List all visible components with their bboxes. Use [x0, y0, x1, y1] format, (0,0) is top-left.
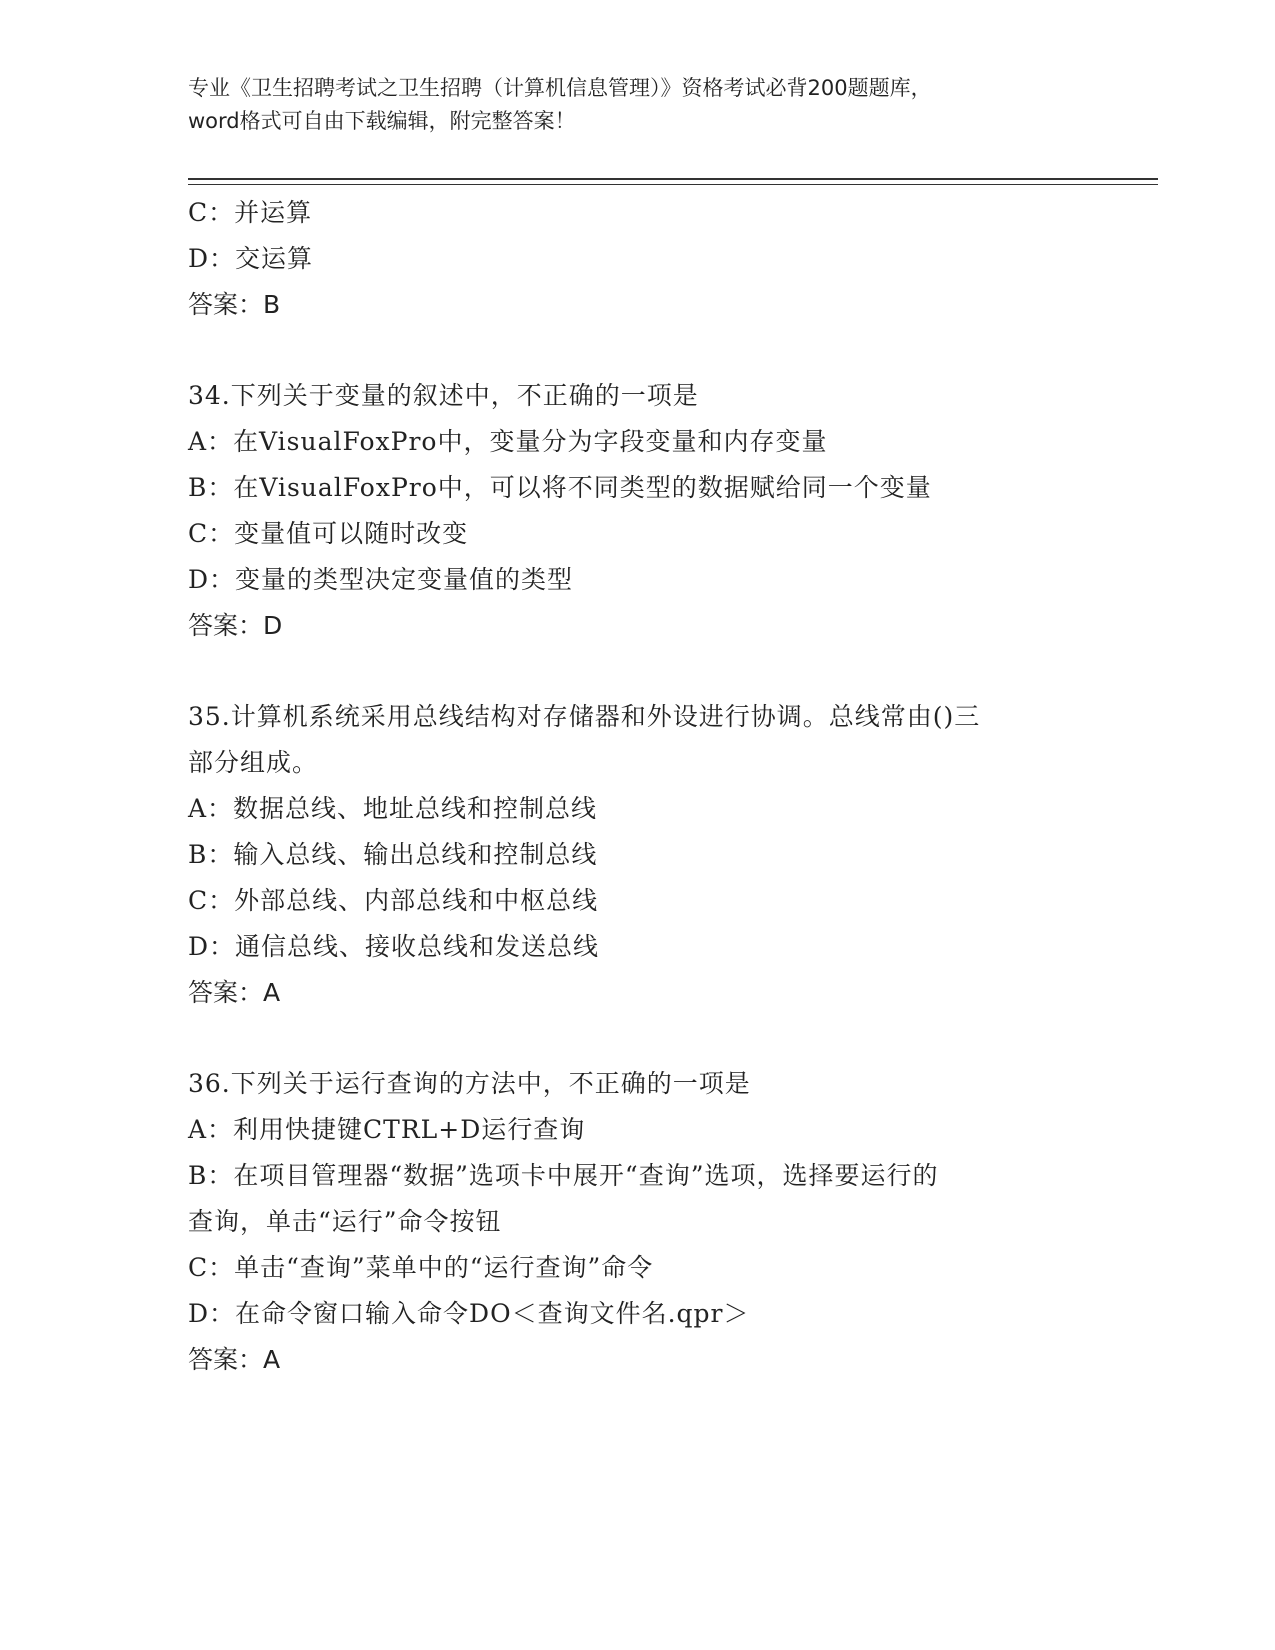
answer-line: 答案：A — [188, 1345, 281, 1374]
page-header — [188, 72, 1088, 138]
option-c: C：并运算 — [188, 198, 313, 227]
question-list — [188, 190, 1088, 1383]
option-b-line-1: B：在项目管理器“数据”选项卡中展开“查询”选项，选择要运行的 — [188, 1161, 939, 1190]
option-b: B：输入总线、输出总线和控制总线 — [188, 840, 598, 869]
question-block-34 — [188, 373, 1088, 649]
question-block-fragment — [188, 190, 1088, 328]
option-b: B：在VisualFoxPro中，可以将不同类型的数据赋给同一个变量 — [188, 473, 932, 502]
question-stem: 34.下列关于变量的叙述中，不正确的一项是 — [188, 381, 699, 410]
option-c: C：外部总线、内部总线和中枢总线 — [188, 886, 599, 915]
header-title-line-2: word格式可自由下载编辑，附完整答案！ — [188, 109, 576, 133]
question-stem-line-1: 35.计算机系统采用总线结构对存储器和外设进行协调。总线常由()三 — [188, 702, 981, 731]
option-a: A：在VisualFoxPro中，变量分为字段变量和内存变量 — [188, 427, 828, 456]
header-title-line-1: 专业《卫生招聘考试之卫生招聘（计算机信息管理）》资格考试必背200题题库， — [188, 76, 932, 100]
question-block-36 — [188, 1061, 1088, 1383]
spacer — [188, 328, 1088, 373]
option-d: D：变量的类型决定变量值的类型 — [188, 565, 574, 594]
option-d: D：在命令窗口输入命令DO＜查询文件名.qpr＞ — [188, 1299, 750, 1328]
question-block-35 — [188, 694, 1088, 1016]
spacer — [188, 1016, 1088, 1061]
option-d: D：交运算 — [188, 244, 314, 273]
option-a: A：数据总线、地址总线和控制总线 — [188, 794, 598, 823]
option-c: C：单击“查询”菜单中的“运行查询”命令 — [188, 1253, 654, 1282]
option-a: A：利用快捷键CTRL+D运行查询 — [188, 1115, 586, 1144]
answer-line: 答案：B — [188, 290, 281, 319]
answer-line: 答案：D — [188, 611, 283, 640]
option-d: D：通信总线、接收总线和发送总线 — [188, 932, 600, 961]
question-stem: 36.下列关于运行查询的方法中，不正确的一项是 — [188, 1069, 751, 1098]
option-c: C：变量值可以随时改变 — [188, 519, 469, 548]
header-divider-thin — [188, 184, 1158, 185]
option-b-line-2: 查询，单击“运行”命令按钮 — [188, 1207, 502, 1236]
spacer — [188, 649, 1088, 694]
question-stem-line-2: 部分组成。 — [188, 748, 319, 777]
header-divider-thick — [188, 178, 1158, 180]
answer-line: 答案：A — [188, 978, 281, 1007]
